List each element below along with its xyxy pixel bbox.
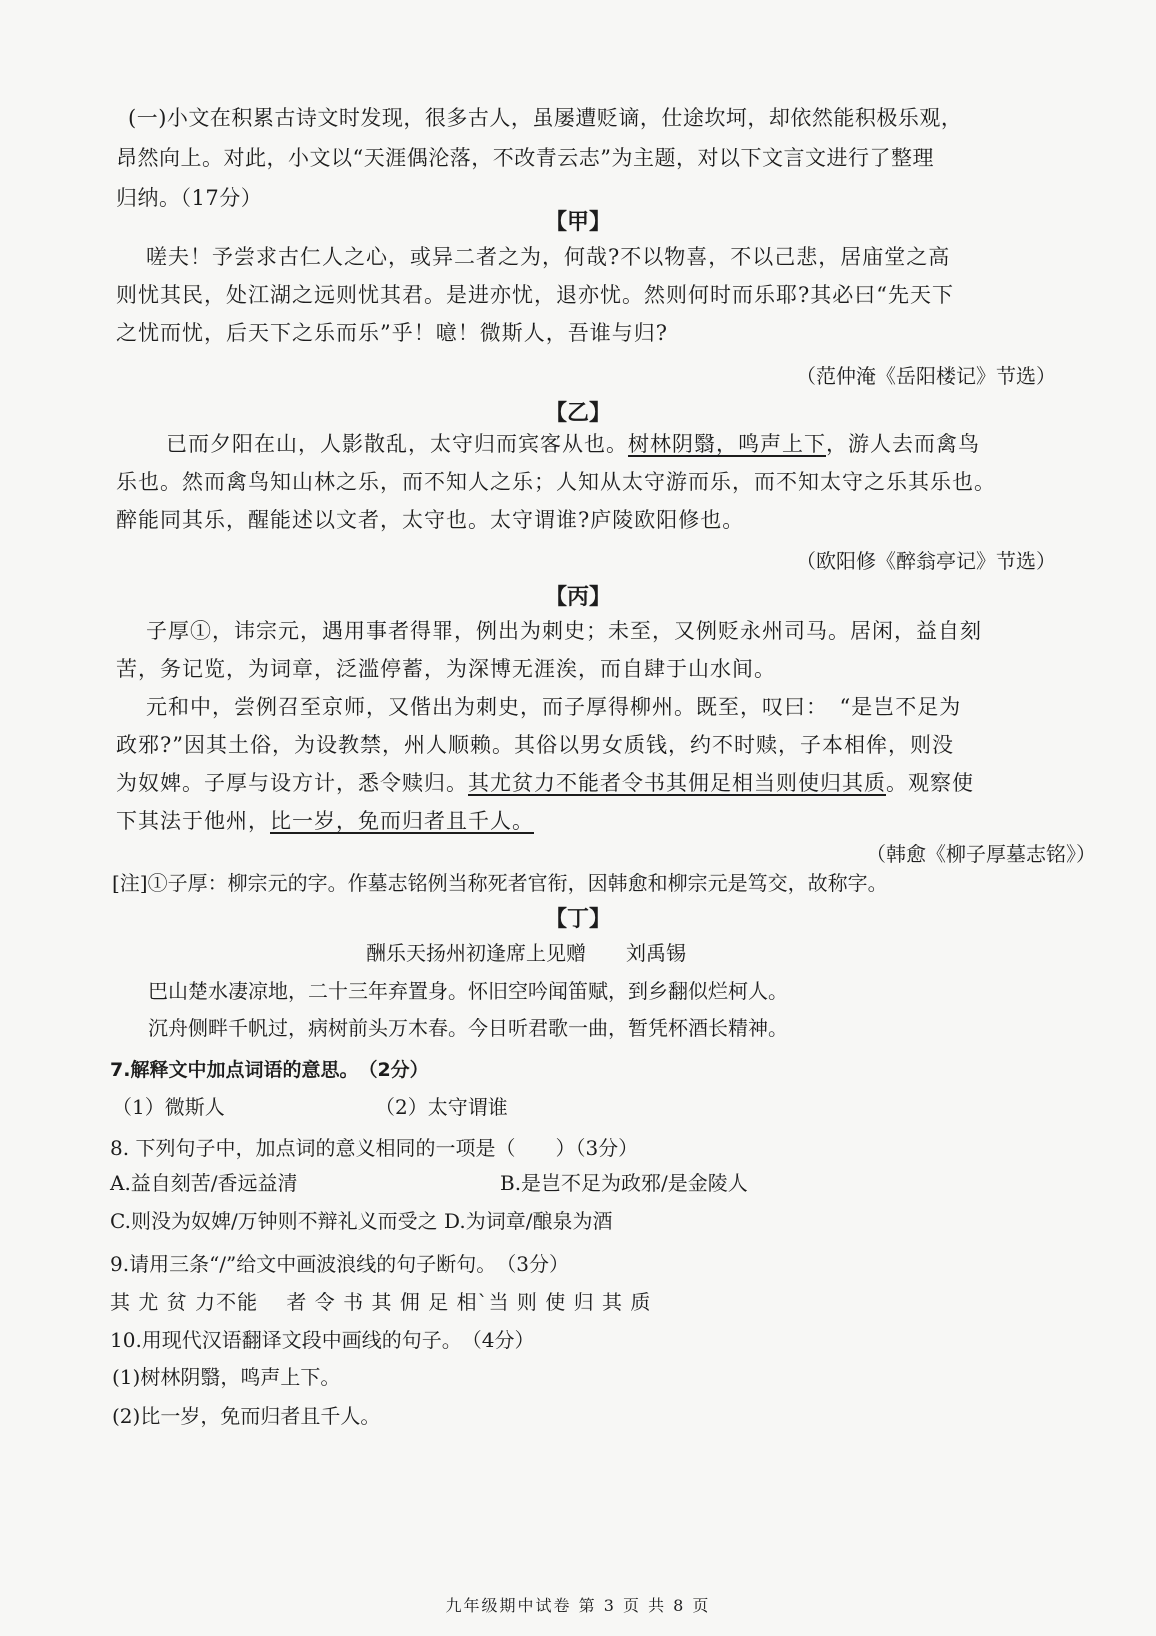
question-10-item-2: (2)比一岁，免而归者且千人。 [112, 1404, 381, 1428]
passage-line: 乐也。然而禽鸟知山林之乐，而不知人之乐；人知从太守游而乐，而不知太守之乐其乐也。 [116, 470, 996, 494]
passage-line: 嗟夫！予尝求古仁人之心，或异二者之为，何哉?不以物喜，不以己悲，居庙堂之高 [146, 245, 951, 269]
question-9: 9.请用三条“/”给文中画波浪线的句子断句。 （3分） [110, 1252, 569, 1276]
intro-line: 归纳。（17分） [116, 186, 263, 210]
text-run: 下其法于他州， [116, 809, 270, 833]
poem-line: 巴山楚水凄凉地，二十三年弃置身。怀旧空吟闻笛赋，到乡翻似烂柯人。 [148, 979, 788, 1003]
question-8: 8. 下列句子中，加点词的意义相同的一项是（ ）（3分） [110, 1136, 639, 1160]
question-7-item-2: （2）太守谓谁 [375, 1095, 508, 1119]
source-citation: （欧阳修《醉翁亭记》节选） [796, 549, 1056, 573]
question-7: 7.解释文中加点词语的意思。 （2分） [110, 1059, 429, 1081]
section-title-ding: 【丁】 [544, 907, 611, 932]
poem-line: 沉舟侧畔千帆过，病树前头万木春。今日听君歌一曲，暂凭杯酒长精神。 [148, 1016, 788, 1040]
wavy-line-sentence: 其尤贫力不能者令书其佣足相当则使归其质 [468, 771, 886, 795]
poem-title: 酬乐天扬州初逢席上见赠 刘禹锡 [366, 941, 686, 965]
question-7-item-1: （1）微斯人 [112, 1095, 225, 1119]
passage-line: 醉能同其乐，醒能述以文者，太守也。太守谓谁?庐陵欧阳修也。 [116, 508, 745, 532]
passage-line: 之忧而忧，后天下之乐而乐”乎！噫！微斯人，吾谁与归? [116, 321, 668, 345]
question-8-option-a: A.益自刻苦/香远益清 [110, 1171, 298, 1195]
question-8-option-cd: C.则没为奴婢/万钟则不辩礼义而受之 D.为词章/酿泉为酒 [110, 1209, 613, 1233]
source-citation: （韩愈《柳子厚墓志铭》） [866, 842, 1096, 866]
page-footer: 九年级期中试卷 第 3 页 共 8 页 [445, 1596, 711, 1615]
passage-bing [116, 612, 1056, 840]
passage-line: 元和中，尝例召至京师，又偕出为刺史，而子厚得柳州。既至，叹曰： “是岂不足为 [146, 695, 962, 719]
text-run: ，游人去而禽鸟 [826, 432, 980, 456]
passage-line: 子厚①，讳宗元，遇用事者得罪，例出为刺史；未至，又例贬永州司马。居闲，益自刻 [146, 619, 982, 643]
text-run: 为奴婢。子厚与设方计，悉令赎归。 [116, 771, 468, 795]
passage-line [116, 425, 1056, 463]
passage-jia [116, 238, 1056, 352]
underlined-sentence: 树林阴翳，鸣声上下 [628, 432, 826, 456]
question-8-option-b: B.是岂不足为政邪/是金陵人 [500, 1171, 748, 1195]
source-citation: （范仲淹《岳阳楼记》节选） [796, 364, 1056, 388]
intro-line: 昂然向上。对此，小文以“天涯偶沦落，不改青云志”为主题，对以下文言文进行了整理 [116, 146, 934, 170]
passage-line [116, 802, 1056, 840]
passage-line: 苦，务记览，为词章，泛滥停蓄，为深博无涯涘，而自肆于山水间。 [116, 657, 776, 681]
passage-line: 政邪?”因其土俗，为设教禁，州人顺赖。其俗以男女质钱，约不时赎，子本相侔，则没 [116, 733, 954, 757]
section-title-jia: 【甲】 [544, 210, 611, 235]
underlined-sentence: 比一岁，免而归者且千人。 [270, 809, 534, 833]
question-10: 10.用现代汉语翻译文段中画线的句子。 （4分） [110, 1328, 535, 1352]
passage-yi [116, 425, 1056, 539]
passage-line [116, 764, 1056, 802]
text-run: 已而夕阳在山，人影散乱，太守归而宾客从也。 [166, 432, 628, 456]
annotation-note: [注]①子厚：柳宗元的字。作墓志铭例当称死者官衔，因韩愈和柳宗元是笃交，故称字。 [112, 871, 888, 895]
section-title-yi: 【乙】 [544, 401, 611, 426]
intro-line: (一)小文在积累古诗文时发现，很多古人，虽屡遭贬谪，仕途坎坷，却依然能积极乐观， [128, 106, 963, 130]
passage-line: 则忧其民，处江湖之远则忧其君。是进亦忧，退亦忧。然则何时而乐耶?其必曰“先天下 [116, 283, 954, 307]
question-9-sentence: 其 尤 贫 力不能 者 令 书 其 佣 足 相`当 则 使 归 其 质 [110, 1290, 652, 1314]
text-run: 。观察使 [886, 771, 974, 795]
question-10-item-1: (1)树林阴翳，鸣声上下。 [112, 1365, 341, 1389]
section-title-bing: 【丙】 [544, 585, 611, 610]
intro-paragraph [116, 98, 1056, 218]
